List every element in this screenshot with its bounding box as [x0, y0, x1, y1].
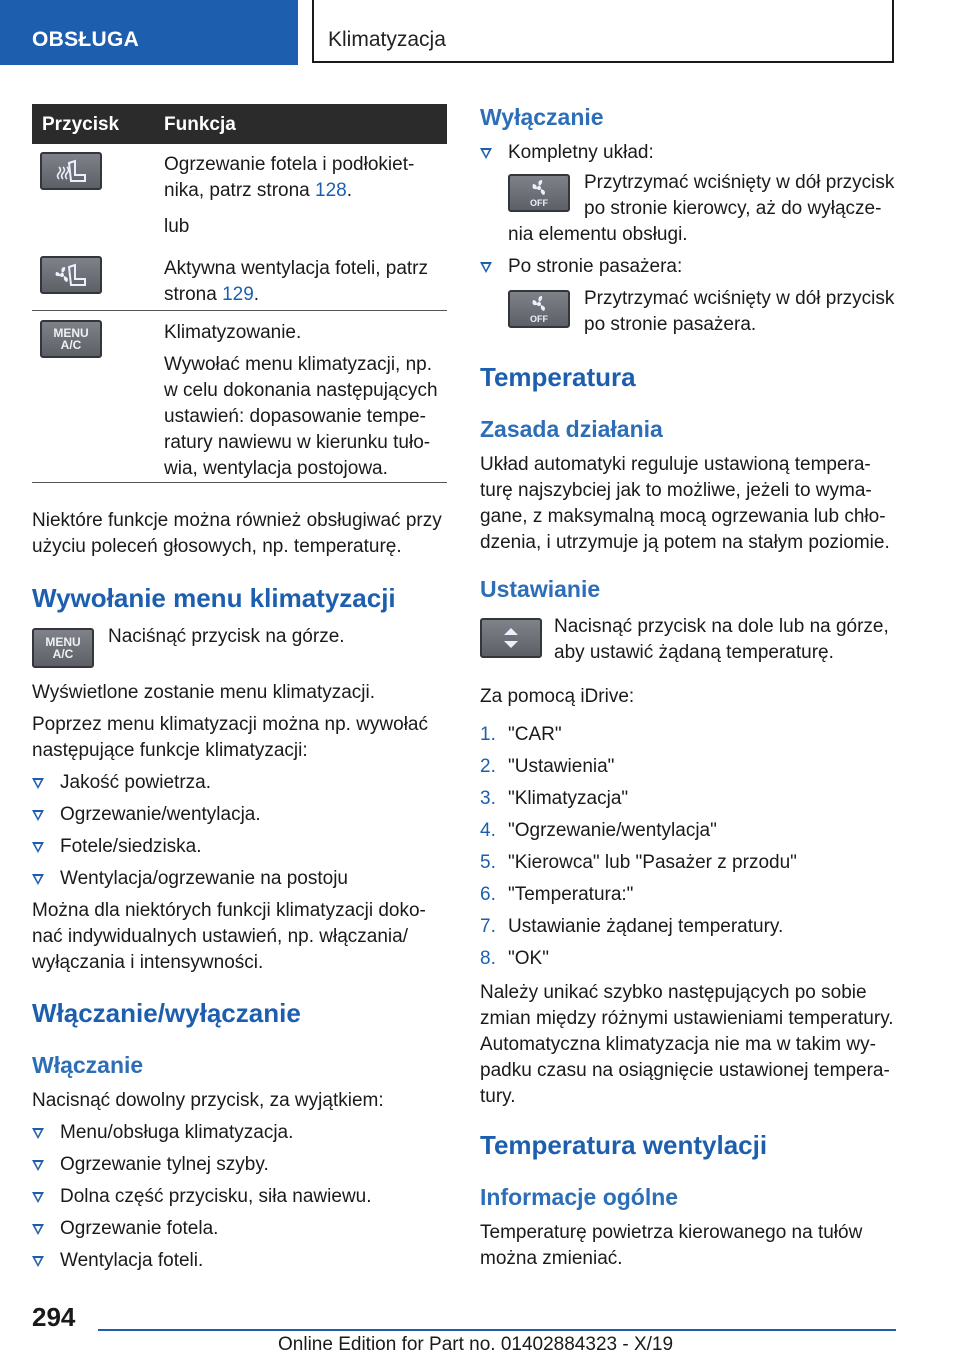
triangle-bullet-icon — [32, 810, 44, 821]
fan-off-icon — [508, 174, 570, 212]
triangle-bullet-icon — [32, 1128, 44, 1139]
page-link-129[interactable]: 129 — [222, 284, 254, 305]
individual-settings-text: Można dla niektórych funkcji klimatyzacji doko- nać indywidualnych ustawień, np. włączania/ wyłączania i intensywności. — [32, 900, 426, 973]
triangle-bullet-icon — [32, 1224, 44, 1235]
page-link-128[interactable]: 128 — [315, 180, 347, 201]
heading-principle: Zasada działania — [480, 416, 663, 442]
principle-text: Układ automatyki reguluje ustawioną tempera- turę najszybciej jak to możliwe, jeżeli to wyma- gane, z maksymalną mocą ogrzewania lub chło- dzenia, i utrzymuje ją potem na stałym poziomie. — [480, 454, 890, 553]
section-title: OBSŁUGA — [32, 28, 140, 51]
heading-menu: Wywołanie menu klimatyzacji — [32, 583, 396, 613]
triangle-bullet-icon — [32, 874, 44, 885]
heading-on-off: Włączanie/wyłączanie — [32, 998, 301, 1028]
triangle-bullet-icon — [32, 1160, 44, 1171]
svg-text:OFF: OFF — [530, 314, 548, 324]
row-menu-ac-text: Klimatyzowanie. Wywołać menu klimatyzacji, np. w celu dokonania następujących ustawień: dopasowanie tempe- ratury nawiewu w kierunku tuło- wia, wentylacja postojowa. — [164, 322, 438, 479]
table-header — [32, 104, 447, 144]
heading-on: Włączanie — [32, 1052, 144, 1078]
section-tab — [0, 0, 298, 65]
menu-functions-text: Poprzez menu klimatyzacji można np. wywołać następujące funkcje klimatyzacji: — [32, 714, 428, 761]
menu-ac-icon: MENU A/C — [40, 320, 102, 358]
table-divider — [32, 310, 447, 311]
driver-off-text-b: nia elementu obsługi. — [508, 224, 688, 245]
temperature-rocker-icon — [480, 618, 542, 658]
avoid-changes-text: Należy unikać szybko następujących po sobie zmian między różnymi ustawieniami temperatury. Automatyczna klimatyzacja nie ma w takim wy- padku czasu na osiągnięcie ustawionej tempera- tury. — [480, 982, 894, 1107]
idrive-text: Za pomocą iDrive: — [480, 686, 635, 707]
voice-control-note: Niektóre funkcje można również obsługiwać przy użyciu poleceń głosowych, np. temperaturę. — [32, 510, 442, 557]
table-col-button: Przycisk — [42, 114, 120, 135]
heading-off: Wyłączanie — [480, 104, 604, 130]
row-seat-heating-text: Ogrzewanie fotela i podłokiet- nika, patrz strona 128. — [164, 154, 415, 201]
edition-text: Online Edition for Part no. 01402884323 - X/19 — [278, 1334, 674, 1355]
row-seat-ventilation-text: Aktywna wentylacja foteli, patrz strona 129. — [164, 258, 429, 305]
menu-press-text: Naciśnąć przycisk na górze. — [108, 626, 345, 647]
menu-shown-text: Wyświetlone zostanie menu klimatyzacji. — [32, 682, 376, 703]
heading-setting: Ustawianie — [480, 576, 601, 602]
driver-off-text-a: Przytrzymać wciśnięty w dół przycisk po stronie kierowcy, aż do wyłącze- — [584, 172, 895, 219]
heading-temperature: Temperatura — [480, 362, 636, 392]
table-col-function: Funkcja — [164, 114, 236, 135]
passenger-off-text: Przytrzymać wciśnięty w dół przycisk po stronie pasażera. — [584, 288, 895, 335]
heading-vent-temperature: Temperatura wentylacji — [480, 1130, 768, 1160]
svg-text:OFF: OFF — [530, 198, 548, 208]
chapter-box — [312, 0, 894, 63]
heading-general: Informacje ogólne — [480, 1184, 679, 1210]
triangle-bullet-icon — [32, 1256, 44, 1267]
page-number: 294 — [32, 1302, 76, 1332]
triangle-bullet-icon — [32, 778, 44, 789]
setting-text: Nacisnąć przycisk na dole lub na górze, aby ustawić żądaną temperaturę. — [554, 616, 889, 663]
footer-rule — [98, 1329, 896, 1331]
menu-ac-icon: MENU A/C — [32, 628, 94, 668]
triangle-bullet-icon — [32, 842, 44, 853]
triangle-bullet-icon — [32, 1192, 44, 1203]
general-text: Temperaturę powietrza kierowanego na tułów można zmieniać. — [480, 1222, 863, 1269]
triangle-bullet-icon — [480, 148, 492, 159]
switch-on-text: Nacisnąć dowolny przycisk, za wyjątkiem: — [32, 1090, 384, 1111]
table-bottom-rule — [32, 482, 447, 483]
triangle-bullet-icon — [480, 262, 492, 273]
seat-ventilation-icon — [40, 256, 102, 294]
or-text: lub — [164, 216, 190, 237]
fan-off-icon — [508, 290, 570, 328]
chapter-title: Klimatyzacja — [328, 28, 446, 51]
seat-heating-icon — [40, 152, 102, 190]
